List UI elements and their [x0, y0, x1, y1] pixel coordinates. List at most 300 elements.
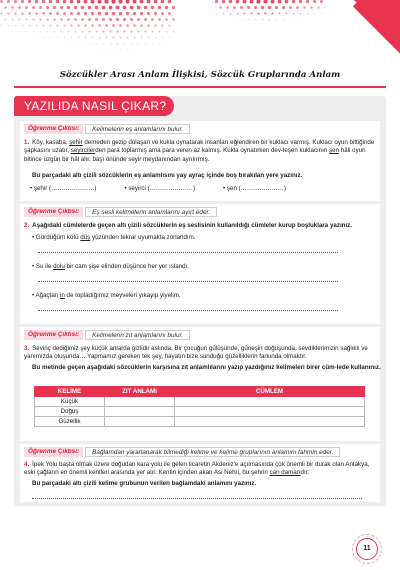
- decorative-dot: [53, 18, 56, 21]
- sentence-2: [32, 263, 189, 270]
- instruction-text: Aşağıdaki cümlelerde geçen altı çizili sözcüklerin eş seslisinin kullanıldığı cümleler kurup boşluklara yazınız.: [32, 222, 352, 229]
- decorative-dot: [119, 12, 122, 15]
- decorative-dot: [119, 36, 121, 38]
- underlined-word: şehir: [69, 139, 83, 146]
- table-row: [35, 417, 365, 427]
- decorative-dot: [168, 24, 170, 26]
- decorative-dot: [246, 6, 249, 9]
- decorative-dot: [28, 12, 31, 15]
- decorative-dot: [102, 30, 104, 32]
- decorative-dot: [162, 37, 164, 39]
- text-run: bir cam şişe elinden düşünce her yer ıslandı.: [64, 263, 189, 270]
- decorative-dot: [4, 6, 7, 9]
- decorative-dot: [46, 31, 48, 33]
- decorative-dot: [11, 6, 14, 9]
- answer-cell[interactable]: [105, 417, 175, 427]
- decorative-dot: [109, 30, 111, 32]
- decorative-dot: [148, 37, 150, 39]
- decorative-dot: [71, 37, 73, 39]
- answer-line[interactable]: [38, 310, 338, 311]
- decorative-dot: [101, 6, 105, 10]
- decorative-dot: [303, 6, 306, 9]
- decorative-dot: [161, 0, 165, 3]
- decorative-dot: [158, 30, 160, 32]
- decorative-dot: [285, 0, 289, 3]
- decorative-dot: [7, 12, 9, 14]
- decorative-dot: [63, 24, 65, 26]
- decorative-dot: [320, 0, 323, 3]
- learning-objective-4: [24, 447, 340, 457]
- decorative-dot: [229, 0, 233, 3]
- decorative-dot: [122, 18, 125, 21]
- text-run: yüzünden tekrar uyumakta zorlandım.: [90, 234, 196, 241]
- decorative-dot: [22, 25, 24, 27]
- decorative-dot: [95, 30, 97, 32]
- decorative-dot: [299, 0, 302, 3]
- decorative-dot: [25, 18, 27, 20]
- decorative-dot: [141, 37, 143, 39]
- decorative-dot: [292, 0, 296, 3]
- decorative-dot: [35, 0, 38, 3]
- decorative-dot: [157, 6, 160, 9]
- decorative-dot: [144, 30, 146, 32]
- decorative-dot: [25, 31, 27, 33]
- decorative-dot: [84, 12, 87, 15]
- decorative-dot: [147, 12, 150, 15]
- decorative-dot: [130, 30, 132, 32]
- decorative-dot: [112, 24, 115, 27]
- decorative-dot: [64, 37, 66, 39]
- decorative-dot: [63, 0, 67, 3]
- answer-blank-sehir[interactable]: • şehir (…………………): [30, 185, 97, 192]
- decorative-dot: [154, 24, 156, 26]
- decorative-dot: [95, 18, 98, 21]
- decorative-dot: [52, 6, 55, 9]
- objective-text: Kelimelerin eş anlamlarını bulur.: [85, 124, 190, 134]
- decorative-dot: [35, 24, 37, 26]
- decorative-dot: [50, 37, 52, 39]
- decorative-dot: [42, 24, 44, 26]
- decorative-dot: [140, 12, 143, 15]
- decorative-dot: [314, 13, 316, 15]
- text-run: İpek Yolu başta olmak üzere doğudan kara yolu ile gelen ticaretin Akdeniz'e açılmasında çok önemli bir durak olan Antakya, eski çağların en önemli kentleri arasında yer alır. Kentin içinden akan Asi Nehri, bu şehrin: [24, 461, 370, 477]
- decorative-dot: [81, 30, 83, 32]
- decorative-dot: [306, 0, 309, 3]
- decorative-dot: [14, 12, 17, 15]
- decorative-dot: [151, 30, 153, 32]
- decorative-dot: [32, 6, 35, 9]
- decorative-dot: [8, 25, 10, 27]
- decorative-dot: [299, 12, 301, 14]
- decorative-dot: [57, 37, 59, 39]
- decorative-dot: [130, 43, 132, 45]
- decorative-dot: [39, 18, 41, 20]
- decorative-dot: [140, 24, 143, 27]
- decorative-dot: [11, 18, 13, 20]
- decorative-dot: [292, 12, 294, 14]
- decorative-dot: [158, 43, 159, 44]
- objective-label: Öğrenme Çıktısı:: [24, 330, 83, 340]
- decorative-dot: [39, 31, 41, 33]
- decorative-dot: [143, 6, 147, 10]
- decorative-dot: [98, 24, 101, 27]
- underlined-word: şen: [329, 147, 340, 155]
- table-row: [35, 407, 365, 417]
- text-run: • Ağaçtan: [32, 292, 60, 299]
- decorative-dot: [49, 24, 51, 26]
- decorative-dot: [116, 43, 118, 45]
- decorative-dot: [119, 24, 122, 27]
- card-header: [14, 96, 386, 116]
- decorative-dot: [229, 12, 231, 14]
- decorative-dot: [134, 49, 135, 50]
- decorative-dot: [126, 12, 129, 15]
- decorative-dot: [274, 6, 277, 9]
- text-run: dır.: [300, 469, 310, 477]
- decorative-dot: [91, 12, 94, 15]
- decorative-dot: [88, 43, 90, 45]
- question-4-text: [24, 461, 382, 478]
- text-run: Köy, kasaba,: [32, 139, 70, 146]
- decorative-dot: [104, 0, 108, 4]
- decorative-dot: [98, 36, 100, 38]
- decorative-dot: [81, 18, 84, 21]
- text-run: • Su ile: [32, 263, 54, 270]
- decorative-dot: [15, 25, 17, 27]
- decorative-dot: [219, 6, 222, 9]
- decorative-dot: [74, 43, 75, 44]
- answer-cell[interactable]: [175, 407, 365, 417]
- underlined-word: in: [59, 292, 65, 299]
- question-number: 4.: [24, 461, 30, 468]
- sentence-3: [32, 292, 181, 299]
- decorative-dot: [99, 49, 100, 50]
- question-3-text: [24, 345, 382, 362]
- decorative-dot: [105, 12, 108, 15]
- decorative-dot: [56, 24, 58, 26]
- decorative-dot: [215, 0, 218, 3]
- decorative-dot: [77, 0, 81, 3]
- decorative-dot: [216, 13, 218, 15]
- decorative-dot: [59, 6, 62, 9]
- decorative-dot: [18, 18, 20, 20]
- unit-title: Sözcükler Arası Anlam İlişkisi, Sözcük Gruplarında Anlam: [59, 70, 341, 80]
- decorative-dot: [80, 6, 83, 9]
- decorative-dot: [42, 12, 45, 15]
- decorative-dot: [108, 18, 111, 21]
- decorative-dot: [7, 0, 10, 3]
- decorative-dot: [32, 31, 34, 33]
- decorative-dot: [154, 0, 158, 3]
- decorative-dot: [264, 12, 267, 15]
- sentence-1: [32, 234, 196, 241]
- decorative-dot: [168, 12, 171, 15]
- decorative-dot: [118, 0, 122, 4]
- decorative-dot: [35, 12, 38, 15]
- decorative-dot: [133, 24, 136, 27]
- decorative-dot: [239, 6, 242, 9]
- decorative-dot: [275, 19, 277, 21]
- decorative-dot: [169, 37, 171, 39]
- decorative-dot: [154, 12, 157, 15]
- decorative-dot: [296, 19, 297, 20]
- decorative-dot: [236, 12, 238, 14]
- decorative-dot: [137, 30, 139, 32]
- decorative-dot: [49, 0, 53, 3]
- decorative-dot: [249, 0, 253, 4]
- text-run: den para toplarmış ama para veren az kalmış. Kukla oynatırken dev-leşen kuklacının: [95, 147, 330, 155]
- answer-cell[interactable]: [175, 397, 365, 407]
- decorative-dot: [263, 0, 267, 4]
- decorative-dot: [112, 36, 114, 38]
- decorative-dot: [70, 0, 74, 3]
- decorative-dot: [222, 12, 224, 14]
- decorative-dot: [324, 6, 325, 8]
- decorative-dot: [115, 18, 118, 21]
- decorative-dot: [247, 19, 249, 21]
- decorative-dot: [29, 25, 31, 27]
- decorative-dot: [32, 18, 34, 20]
- decorative-dot: [18, 6, 21, 9]
- decorative-dot: [0, 0, 3, 3]
- decorative-dot: [236, 0, 240, 3]
- decorative-dot: [87, 6, 91, 10]
- decorative-dot: [271, 12, 274, 15]
- decorative-dot: [129, 6, 133, 10]
- decorative-dot: [88, 30, 90, 32]
- underlined-word: düş: [80, 234, 91, 241]
- decorative-dot: [74, 30, 76, 32]
- decorative-dot: [127, 49, 128, 50]
- decorative-dot: [42, 0, 45, 3]
- decorative-dot: [4, 31, 5, 32]
- decorative-dot: [102, 43, 104, 45]
- antonym-table: [34, 386, 365, 427]
- page-number: 11: [356, 538, 378, 560]
- decorative-dot: [126, 36, 128, 38]
- objective-text: Bağlamdan yararlanarak bilmediği kelime ve kelime gruplarının anlamını tahmin eder.: [85, 447, 340, 457]
- text-run: hâli oyun bitince üzgün bir hâl alır, başı önünde seyir meydanından ayrılırmış.: [24, 147, 366, 163]
- decorative-dot: [0, 12, 2, 14]
- decorative-dot: [109, 43, 111, 45]
- decorative-dot: [74, 18, 77, 21]
- decorative-dot: [28, 0, 31, 3]
- decorative-dot: [120, 49, 122, 51]
- decorative-dot: [56, 0, 60, 3]
- answer-blank-seyirci[interactable]: • seyirci (…………………): [124, 185, 196, 192]
- decorative-dot: [112, 12, 116, 16]
- decorative-dot: [92, 37, 94, 39]
- decorative-dot: [133, 12, 136, 15]
- decorative-dot: [4, 18, 6, 20]
- decorative-dot: [282, 19, 284, 21]
- learning-objective-2: [24, 207, 217, 217]
- underlined-word: dolu: [53, 263, 65, 270]
- text-run: demeden gezip dolaşan ve kukla oynatarak insanları eğlendiren bir kuklacı varmış. Kuklacı oyun bittiğinde şapkasını uzatır,: [24, 139, 375, 155]
- decorative-dot: [171, 6, 174, 9]
- decorative-dot: [158, 18, 161, 21]
- decorative-dot: [133, 36, 135, 38]
- decorative-dot: [267, 6, 270, 9]
- decorative-dot: [53, 31, 55, 33]
- decorative-dot: [253, 6, 256, 9]
- decorative-dot: [317, 6, 319, 8]
- decorative-dot: [60, 31, 62, 33]
- title-divider: [14, 86, 386, 88]
- table-row: [35, 397, 365, 407]
- decorative-dot: [136, 18, 139, 21]
- decorative-dot: [77, 12, 80, 15]
- column-header: CÜMLEM: [175, 387, 365, 397]
- decorative-dot: [168, 0, 172, 3]
- decorative-dot: [140, 0, 144, 3]
- question-number: 3.: [24, 345, 30, 352]
- decorative-dot: [105, 36, 107, 38]
- decorative-dot: [49, 12, 52, 15]
- decorative-dot: [46, 18, 48, 20]
- decorative-dot: [289, 19, 291, 21]
- text-run: de topladığımız meyveleri yıkayıp yiyelim.: [64, 292, 181, 299]
- decorative-dot: [73, 6, 76, 9]
- decorative-dot: [60, 18, 63, 21]
- answer-blank-sen[interactable]: • şen (…………………): [223, 185, 287, 192]
- decorative-dot: [56, 12, 59, 15]
- decorative-dot: [18, 31, 20, 33]
- question-2-instruction: [24, 222, 382, 230]
- table-cell: Küçük: [35, 397, 105, 407]
- decorative-dot: [111, 0, 115, 4]
- decorative-dot: [21, 0, 24, 3]
- decorative-dot: [136, 6, 140, 10]
- decorative-dot: [313, 0, 316, 3]
- decorative-dot: [254, 19, 256, 21]
- table-cell: Doğuş: [35, 407, 105, 417]
- decorative-dot-pattern-right: [215, 0, 325, 30]
- answer-choices: [30, 185, 286, 192]
- question-4-instruction: Bu parçadaki altı çizili kelime grubunun verilen bağlamdaki anlamını yazınız.: [32, 480, 257, 487]
- decorative-dot: [106, 49, 107, 50]
- answer-line[interactable]: [32, 498, 362, 499]
- decorative-dot: [14, 0, 17, 3]
- decorative-dot: [115, 6, 119, 10]
- decorative-dot: [261, 19, 263, 21]
- decorative-dot: [97, 0, 101, 4]
- decorative-dot: [108, 6, 112, 10]
- card-heading: YAZILIDA NASIL ÇIKAR?: [24, 99, 167, 113]
- decorative-dot: [281, 6, 284, 9]
- decorative-dot: [129, 18, 132, 21]
- decorative-dot: [321, 13, 323, 15]
- learning-objective-3: [24, 330, 190, 340]
- question-1-instruction: Bu parçadaki altı çizili sözcüklerin eş anlamlısını yay ayraç içinde boş bırakılan yere yazınız.: [32, 172, 303, 179]
- decorative-dot: [278, 12, 280, 14]
- table-cell: Güzellik: [35, 417, 105, 427]
- decorative-dot: [123, 30, 125, 32]
- decorative-dot: [165, 18, 168, 21]
- decorative-dot: [88, 18, 91, 21]
- decorative-dot: [271, 0, 275, 3]
- decorative-dot: [78, 37, 80, 39]
- decorative-dot: [310, 6, 313, 9]
- decorative-dot: [233, 6, 236, 9]
- objective-label: Öğrenme Çıktısı:: [24, 207, 83, 217]
- decorative-dot: [81, 43, 83, 45]
- decorative-dot: [161, 12, 164, 15]
- decorative-dot: [67, 18, 70, 21]
- answer-cell[interactable]: [175, 417, 365, 427]
- decorative-dot: [164, 6, 167, 9]
- column-header: ZIT ANLAMI: [105, 387, 175, 397]
- decorative-dot: [285, 12, 287, 14]
- decorative-dot: [91, 0, 95, 3]
- decorative-dot: [122, 6, 126, 10]
- underlined-word: seyirciler: [70, 147, 96, 155]
- decorative-dot: [11, 31, 12, 32]
- decorative-dot: [45, 6, 48, 9]
- question-1-text: [24, 139, 382, 164]
- decorative-dot: [85, 37, 87, 39]
- question-number: 1.: [24, 139, 30, 146]
- decorative-dot: [63, 12, 66, 15]
- decorative-dot: [123, 43, 125, 45]
- decorative-dot: [296, 6, 299, 9]
- decorative-dot: [165, 43, 166, 44]
- decorative-dot: [105, 24, 108, 27]
- decorative-dot: [150, 6, 154, 10]
- answer-cell[interactable]: [105, 397, 175, 407]
- decorative-dot: [101, 18, 104, 21]
- underlined-word: can damarı: [269, 469, 301, 477]
- decorative-dot: [240, 19, 242, 21]
- decorative-dot: [21, 12, 24, 15]
- decorative-dot: [116, 30, 119, 33]
- learning-objective-1: [24, 124, 190, 134]
- question-3-instruction: Bu metinde geçen aşağıdaki sözcüklerin karşısına zıt anlamlılarını yazıp yazdığınız kelimeleri birer cüm-lede kullanınız.: [32, 364, 381, 371]
- decorative-dot: [256, 0, 260, 4]
- decorative-dot: [144, 18, 147, 21]
- objective-text: Kelimelerin zıt anlamlarını bulur.: [85, 330, 190, 340]
- answer-line[interactable]: [38, 252, 338, 253]
- decorative-dot: [147, 24, 150, 27]
- decorative-dot: [84, 0, 88, 3]
- answer-cell[interactable]: [105, 407, 175, 417]
- corner-ribbon: [330, 0, 400, 70]
- decorative-dot: [260, 6, 263, 9]
- decorative-dot: [233, 19, 234, 20]
- decorative-dot: [36, 37, 37, 38]
- decorative-dot: [155, 37, 157, 39]
- answer-line[interactable]: [38, 281, 338, 282]
- decorative-dot: [43, 37, 44, 38]
- decorative-dot: [91, 24, 94, 27]
- decorative-dot: [95, 43, 97, 45]
- decorative-dot: [147, 0, 151, 3]
- objective-label: Öğrenme Çıktısı:: [24, 447, 83, 457]
- objective-text: Eş sesli kelimelerin anlamlarını ayırt eder.: [85, 207, 217, 217]
- decorative-dot: [67, 43, 68, 44]
- decorative-dot: [165, 30, 167, 32]
- objective-label: Öğrenme Çıktısı:: [24, 124, 83, 134]
- decorative-dot: [257, 12, 260, 15]
- question-number: 2.: [24, 222, 30, 229]
- decorative-dot: [250, 12, 253, 15]
- decorative-dot: [161, 24, 163, 26]
- decorative-dot: [226, 6, 229, 9]
- decorative-dot: [67, 30, 69, 32]
- decorative-dot: [278, 0, 282, 3]
- decorative-dot: [243, 12, 245, 14]
- decorative-dot: [84, 24, 87, 27]
